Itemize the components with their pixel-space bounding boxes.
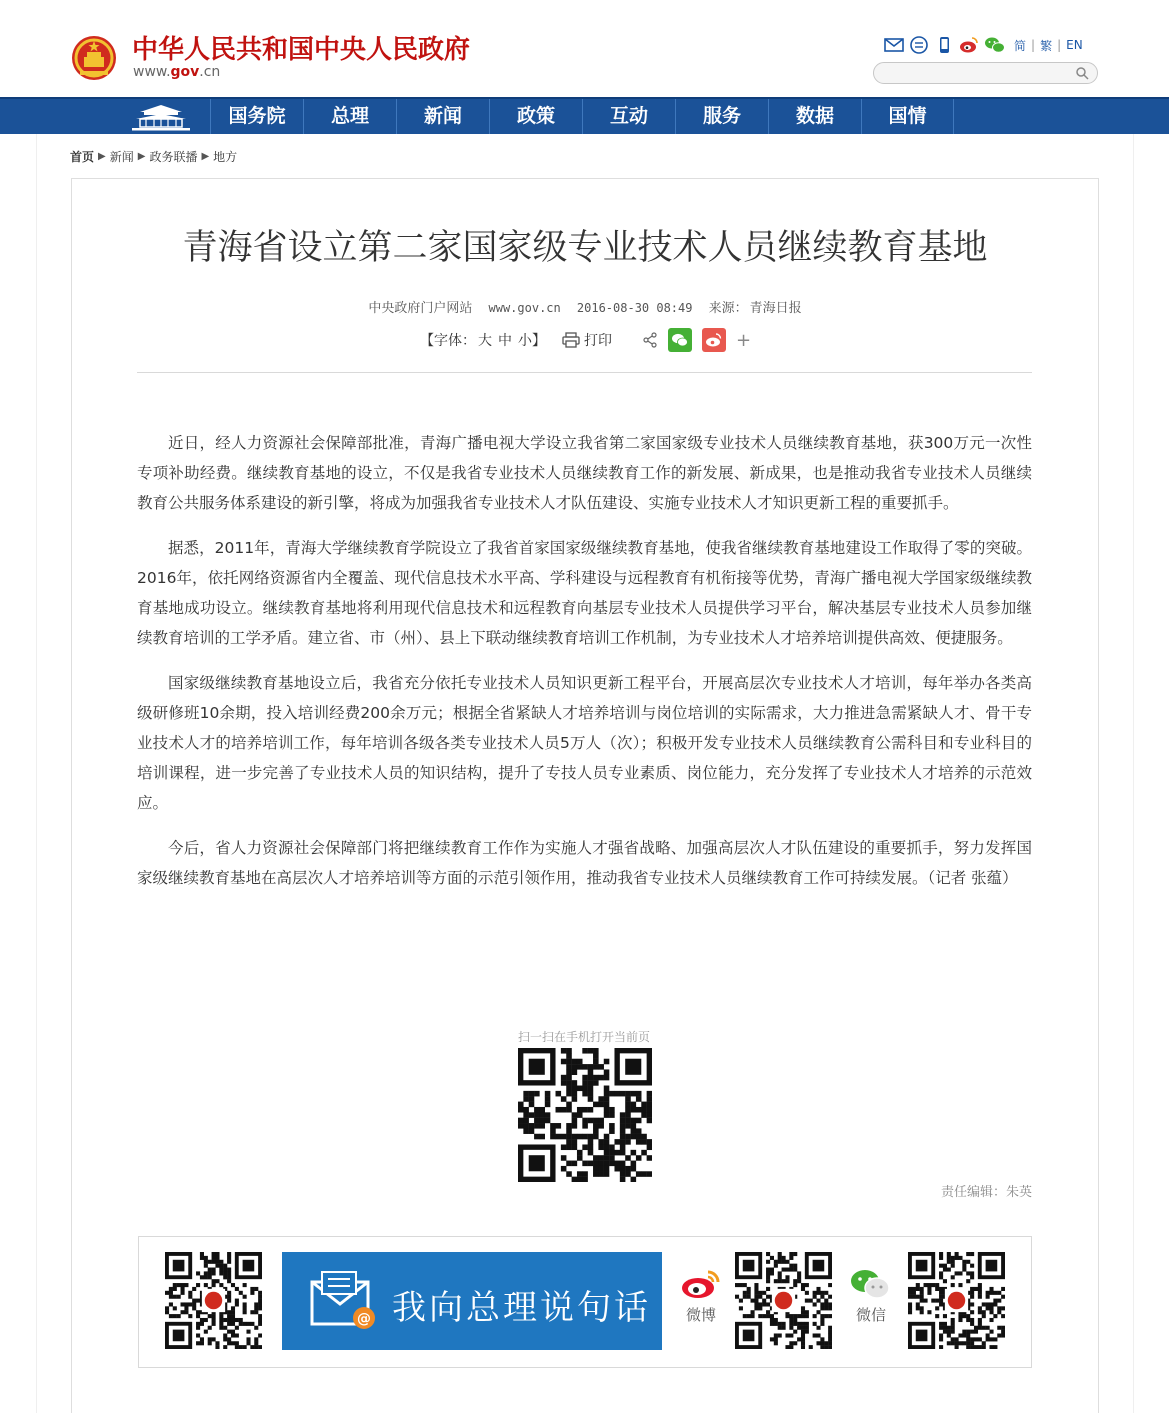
weibo-link[interactable] xyxy=(676,1268,726,1325)
share-wechat-icon[interactable] xyxy=(668,328,692,352)
article-paragraph: 近日，经人力资源社会保障部批准，青海广播电视大学设立我省第二家国家级专业技术人员继续教育基地，获300万元一次性专项补助经费。继续教育基地的设立，不仅是我省专业技术人员继续教育工作的新发展、新成果，也是推动我省专业技术人员继续教育公共服务体系建设的新引擎，将成为加强我省专业技术人才队伍建设、实施专业技术人才知识更新工程的重要抓手。 xyxy=(137,434,1032,512)
search-input[interactable] xyxy=(884,64,1074,84)
lang-separator: | xyxy=(1057,38,1062,52)
nav-item-state-council[interactable]: 国务院 xyxy=(210,99,303,134)
banner-text: 我向总理说句话 xyxy=(392,1288,651,1328)
article-title: 青海省设立第二家国家级专业技术人员继续教育基地 xyxy=(182,228,988,268)
meta-source-label: 来源： xyxy=(708,301,748,316)
svg-text:@: @ xyxy=(357,1311,371,1327)
fontsize-medium-button[interactable]: 中 xyxy=(498,333,512,349)
page-qr-code xyxy=(518,1048,652,1182)
printer-icon xyxy=(562,332,580,348)
wechat-label: 微信 xyxy=(855,1306,886,1324)
lang-simplified-link[interactable]: 简 xyxy=(1014,38,1027,53)
print-button[interactable] xyxy=(562,330,612,350)
wechat-icon[interactable] xyxy=(984,35,1006,55)
nav-item-policy[interactable]: 政策 xyxy=(489,99,582,134)
fontsize-large-button[interactable]: 大 xyxy=(478,333,492,349)
divider xyxy=(137,372,1032,373)
fontsize-label: 【字体： xyxy=(420,333,476,349)
mobile-icon[interactable] xyxy=(934,35,954,55)
weibo-icon[interactable] xyxy=(959,35,979,55)
talk-to-premier-banner[interactable] xyxy=(282,1252,662,1350)
nav-item-premier[interactable]: 总理 xyxy=(303,99,396,134)
print-label: 打印 xyxy=(584,333,612,349)
lang-english-link[interactable]: EN xyxy=(1066,38,1083,52)
article-toolbar xyxy=(420,327,751,353)
share-weibo-icon[interactable] xyxy=(702,328,726,352)
breadcrumb-separator-icon: ▶ xyxy=(137,151,146,162)
article-paragraph: 国家级继续教育基地设立后，我省充分依托专业技术人员知识更新工程平台，开展高层次专业技术人才培训，每年举办各类高级研修班10余期，投入培训经费200余万元；根据全省紧缺人才培养培训与岗位培训的实际需求，大力推进急需紧缺人才、骨干专业技术人才的培养培训工作，每年培训各级各类专业技术人员5万人（次）；积极开发专业技术人员继续教育公需科目和专业科目的培训课程，进一步完善了专业技术人员的知识结构，提升了专技人员专业素质、岗位能力，充分发挥了专业技术人才培养的示范效应。 xyxy=(137,674,1032,812)
responsible-editor: 责任编辑：朱英 xyxy=(940,1185,1032,1200)
breadcrumb-separator-icon: ▶ xyxy=(98,151,106,162)
search-box xyxy=(873,62,1098,84)
lang-traditional-link[interactable]: 繁 xyxy=(1040,38,1053,53)
message-icon[interactable] xyxy=(909,35,929,55)
breadcrumb-separator-icon: ▶ xyxy=(201,151,210,162)
site-url-gov: gov xyxy=(170,64,200,80)
mail-icon[interactable] xyxy=(884,35,904,55)
nav-item-services[interactable]: 服务 xyxy=(675,99,768,134)
main-nav xyxy=(0,97,1169,134)
wechat-link[interactable] xyxy=(846,1268,896,1325)
nav-items xyxy=(210,99,954,134)
site-url xyxy=(133,64,220,80)
lang-separator: | xyxy=(1031,38,1036,52)
site-url-suffix: .cn xyxy=(199,64,221,80)
state-council-app-qr-code xyxy=(165,1252,262,1349)
site-title[interactable]: 中华人民共和国中央人民政府 xyxy=(132,35,471,65)
fontsize-small-button[interactable]: 小 xyxy=(518,333,532,349)
article-meta xyxy=(71,297,1099,316)
tiananmen-home-icon[interactable] xyxy=(130,102,192,132)
national-emblem-icon[interactable] xyxy=(70,33,118,83)
weibo-qr-code xyxy=(735,1252,832,1349)
share-icon[interactable] xyxy=(642,332,658,348)
nav-item-news[interactable]: 新闻 xyxy=(396,99,489,134)
article-body xyxy=(137,428,1032,908)
qr-caption: 扫一扫在手机打开当前页 xyxy=(517,1030,650,1044)
breadcrumb-local[interactable]: 地方 xyxy=(213,150,238,164)
nav-item-national-info[interactable]: 国情 xyxy=(861,99,954,134)
weibo-logo-icon xyxy=(680,1268,722,1300)
weibo-label: 微博 xyxy=(685,1306,716,1324)
share-more-icon[interactable]: + xyxy=(736,329,752,351)
share-group xyxy=(642,328,751,352)
search-icon[interactable] xyxy=(1075,66,1089,80)
nav-item-data[interactable]: 数据 xyxy=(768,99,861,134)
breadcrumb-home[interactable]: 首页 xyxy=(70,150,95,164)
meta-url: www.gov.cn xyxy=(488,301,561,315)
fontsize-end: 】 xyxy=(532,333,546,349)
breadcrumb xyxy=(70,148,237,165)
article-paragraph: 今后，省人力资源社会保障部门将把继续教育工作作为实施人才强省战略、加强高层次人才队伍建设的重要抓手，努力发挥国家级继续教育基地在高层次人才培养培训等方面的示范引领作用，推动我省专业技术人员继续教育工作可持续发展。（记者 张蕴） xyxy=(137,839,1032,887)
article-paragraph: 据悉，2011年，青海大学继续教育学院设立了我省首家国家级继续教育基地，使我省继续教育基地建设工作取得了零的突破。2016年，依托网络资源省内全覆盖、现代信息技术水平高、学科建设与远程教育有机衔接等优势，青海广播电视大学国家级继续教育基地成功设立。继续教育基地将利用现代信息技术和远程教育向基层专业技术人员提供学习平台，解决基层专业技术人员参加继续教育培训的工学矛盾。建立省、市（州）、县上下联动继续教育培训工作机制，为专业技术人才培养培训提供高效、便捷服务。 xyxy=(137,539,1032,647)
breadcrumb-gov-broadcast[interactable]: 政务联播 xyxy=(149,150,198,164)
breadcrumb-news[interactable]: 新闻 xyxy=(109,150,134,164)
meta-source: 青海日报 xyxy=(749,301,802,316)
meta-site: 中央政府门户网站 xyxy=(368,301,473,316)
site-url-prefix: www. xyxy=(133,64,171,80)
header-tools xyxy=(884,34,1083,56)
meta-datetime: 2016-08-30 08:49 xyxy=(576,301,693,315)
wechat-logo-icon xyxy=(849,1268,893,1300)
envelope-icon xyxy=(308,1268,380,1332)
site-header xyxy=(0,0,1169,97)
wechat-qr-code xyxy=(908,1252,1005,1349)
nav-item-interaction[interactable]: 互动 xyxy=(582,99,675,134)
